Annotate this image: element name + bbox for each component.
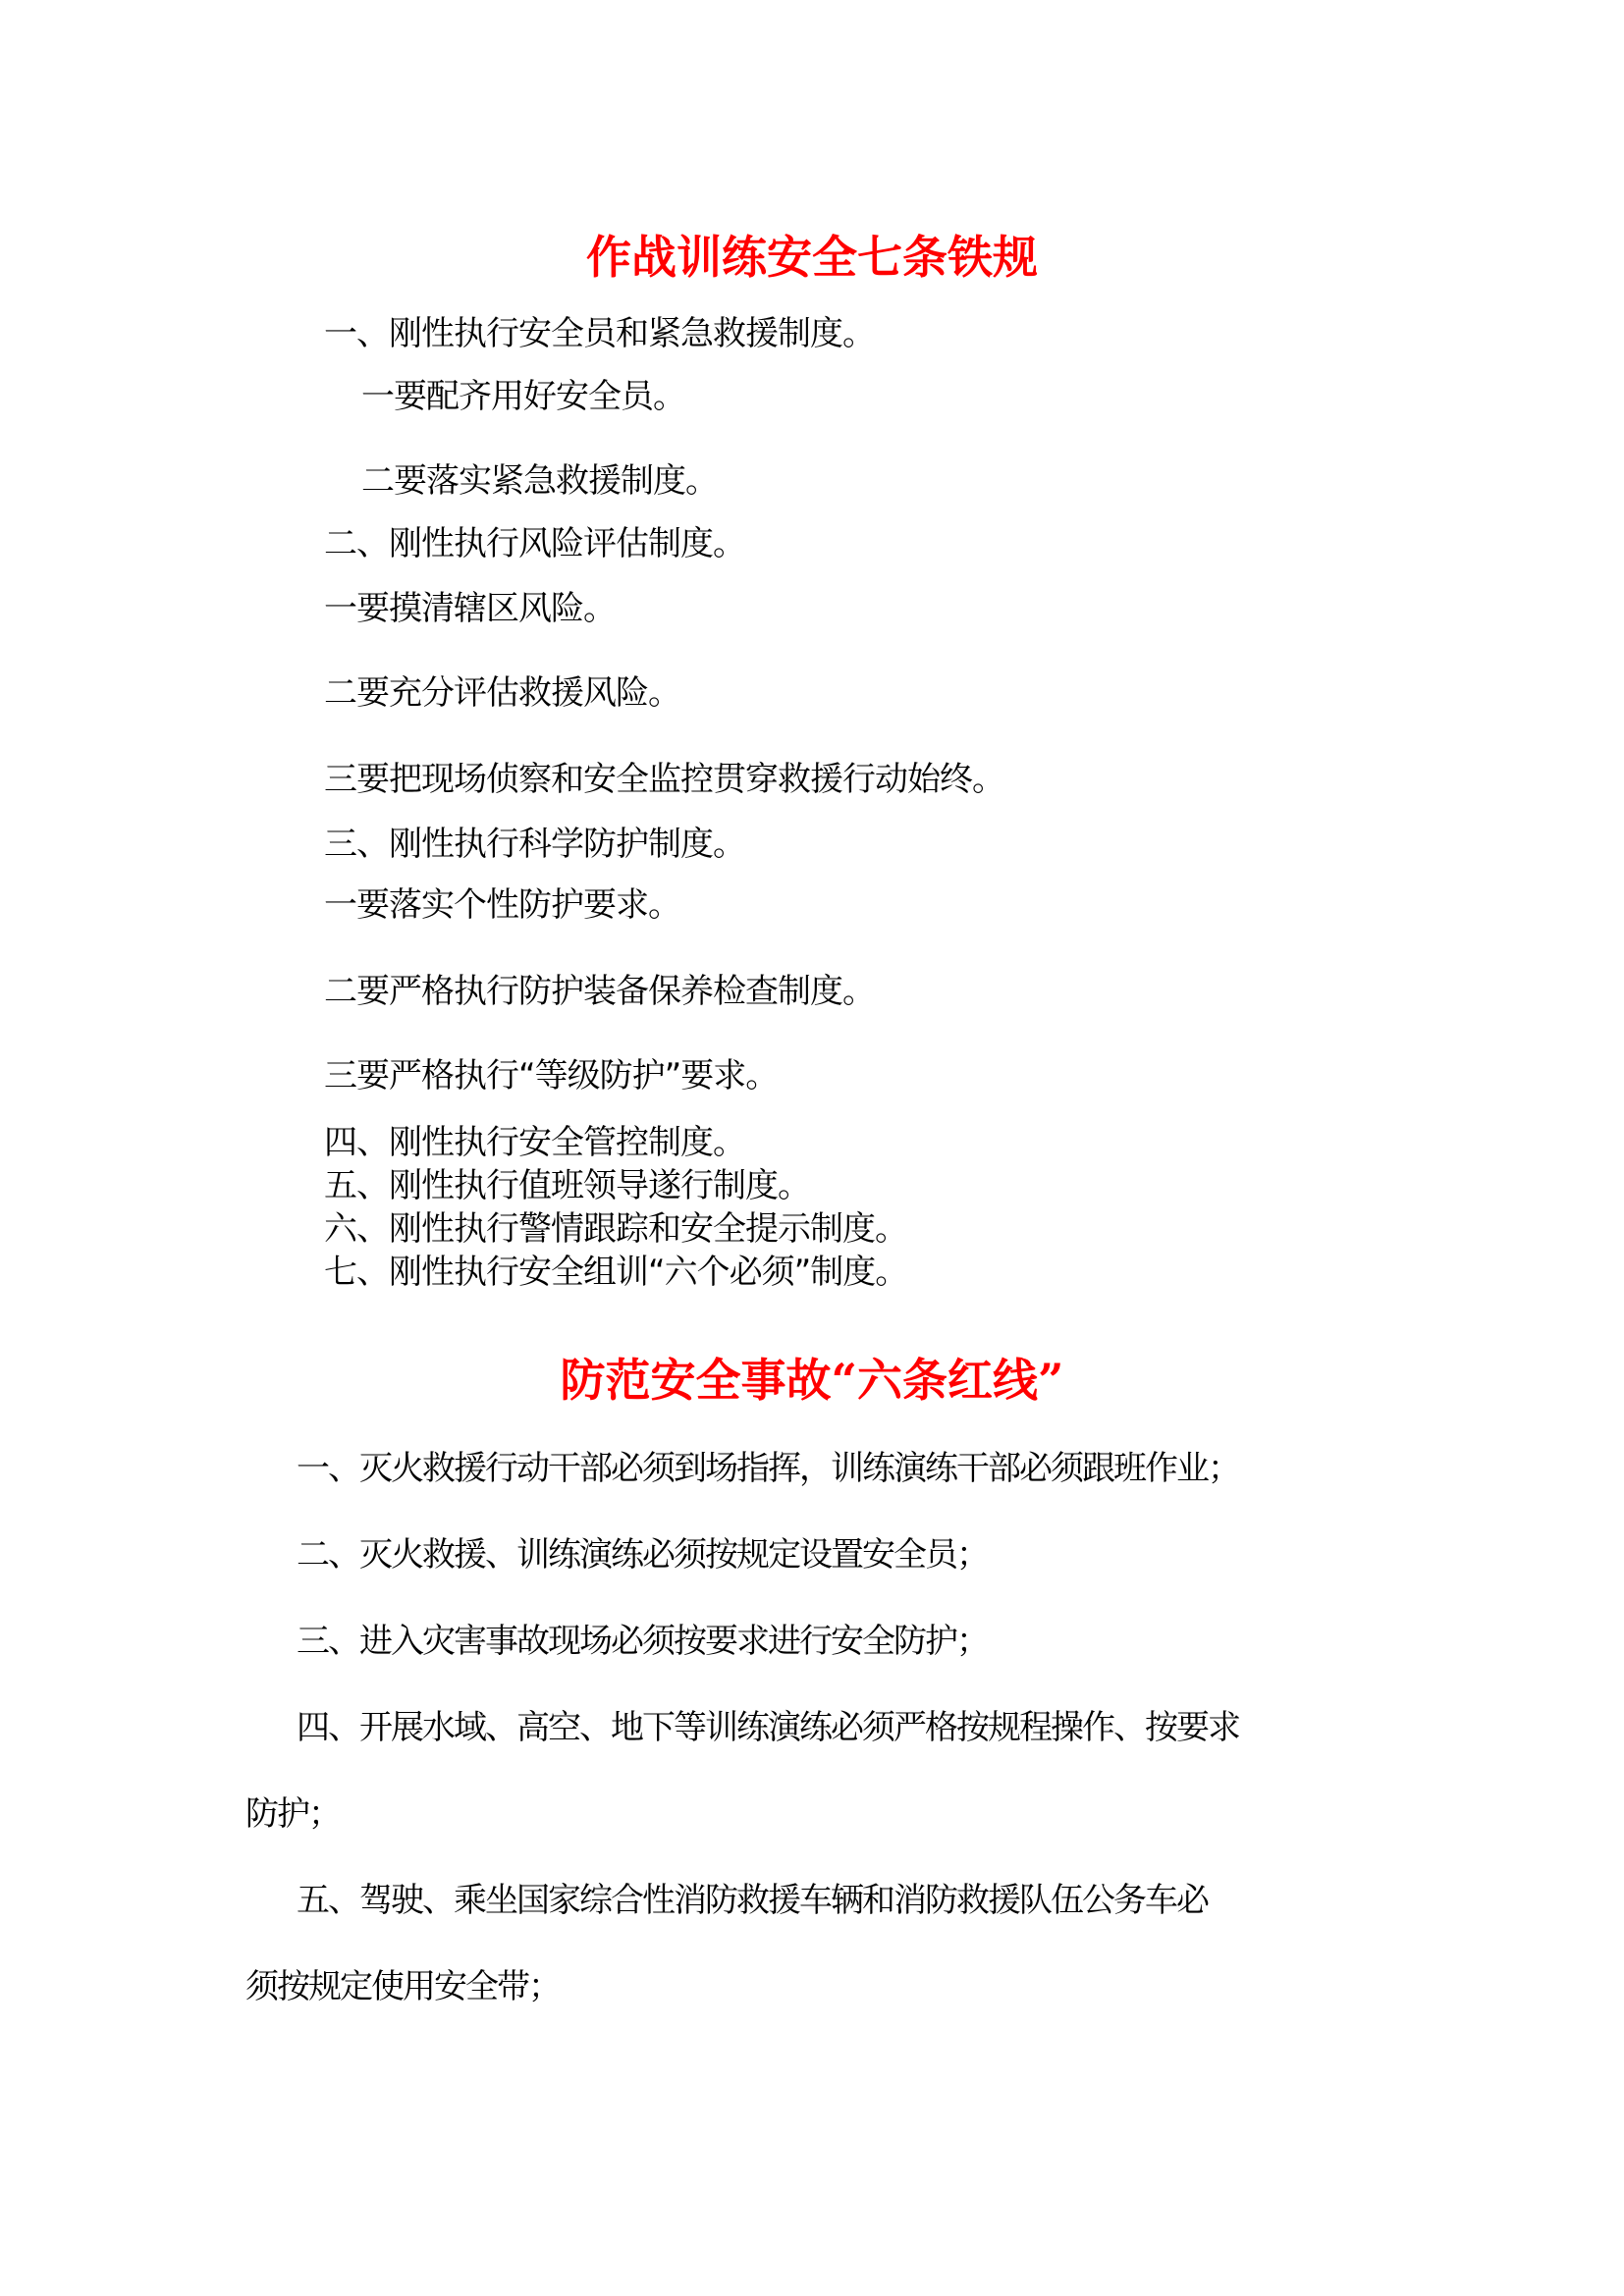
rule-6: 六、刚性执行警情跟踪和安全提示制度。 [324,1209,907,1249]
redline-4-cont: 防护； [245,1794,340,1834]
redline-3: 三、进入灾害事故现场必须按要求进行安全防护； [297,1622,988,1661]
rule-4: 四、刚性执行安全管控制度。 [324,1123,745,1162]
rule-2: 二、刚性执行风险评估制度。 [324,524,745,563]
rule-2-sub-1: 一要摸清辖区风险。 [324,589,616,628]
rule-1: 一、刚性执行安全员和紧急救援制度。 [324,314,875,353]
rule-3-sub-3: 三要严格执行“等级防护”要求。 [324,1056,779,1095]
rule-7: 七、刚性执行安全组训“六个必须”制度。 [324,1253,908,1292]
redline-2: 二、灭火救援、训练演练必须按规定设置安全员； [297,1535,988,1575]
rule-2-sub-2: 二要充分评估救援风险。 [324,673,680,713]
section1-title: 作战训练安全七条铁规 [586,231,1038,284]
redline-1: 一、灭火救援行动干部必须到场指挥，训练演练干部必须跟班作业； [297,1449,1239,1488]
rule-3: 三、刚性执行科学防护制度。 [324,825,745,864]
rule-3-sub-1: 一要落实个性防护要求。 [324,885,680,925]
rule-1-sub-1: 一要配齐用好安全员。 [361,377,685,416]
redline-4: 四、开展水域、高空、地下等训练演练必须严格按规程操作、按要求 [297,1708,1239,1747]
rule-5: 五、刚性执行值班领导遂行制度。 [324,1166,810,1205]
rule-1-sub-2: 二要落实紧急救援制度。 [361,461,718,501]
redline-5: 五、驾驶、乘坐国家综合性消防救援车辆和消防救援队伍公务车必 [297,1881,1208,1920]
rule-3-sub-2: 二要严格执行防护装备保养检查制度。 [324,972,875,1011]
section2-title: 防范安全事故“六条红线” [560,1354,1064,1407]
redline-5-cont: 须按规定使用安全带； [245,1967,560,2006]
rule-2-sub-3: 三要把现场侦察和安全监控贯穿救援行动始终。 [324,760,1004,799]
